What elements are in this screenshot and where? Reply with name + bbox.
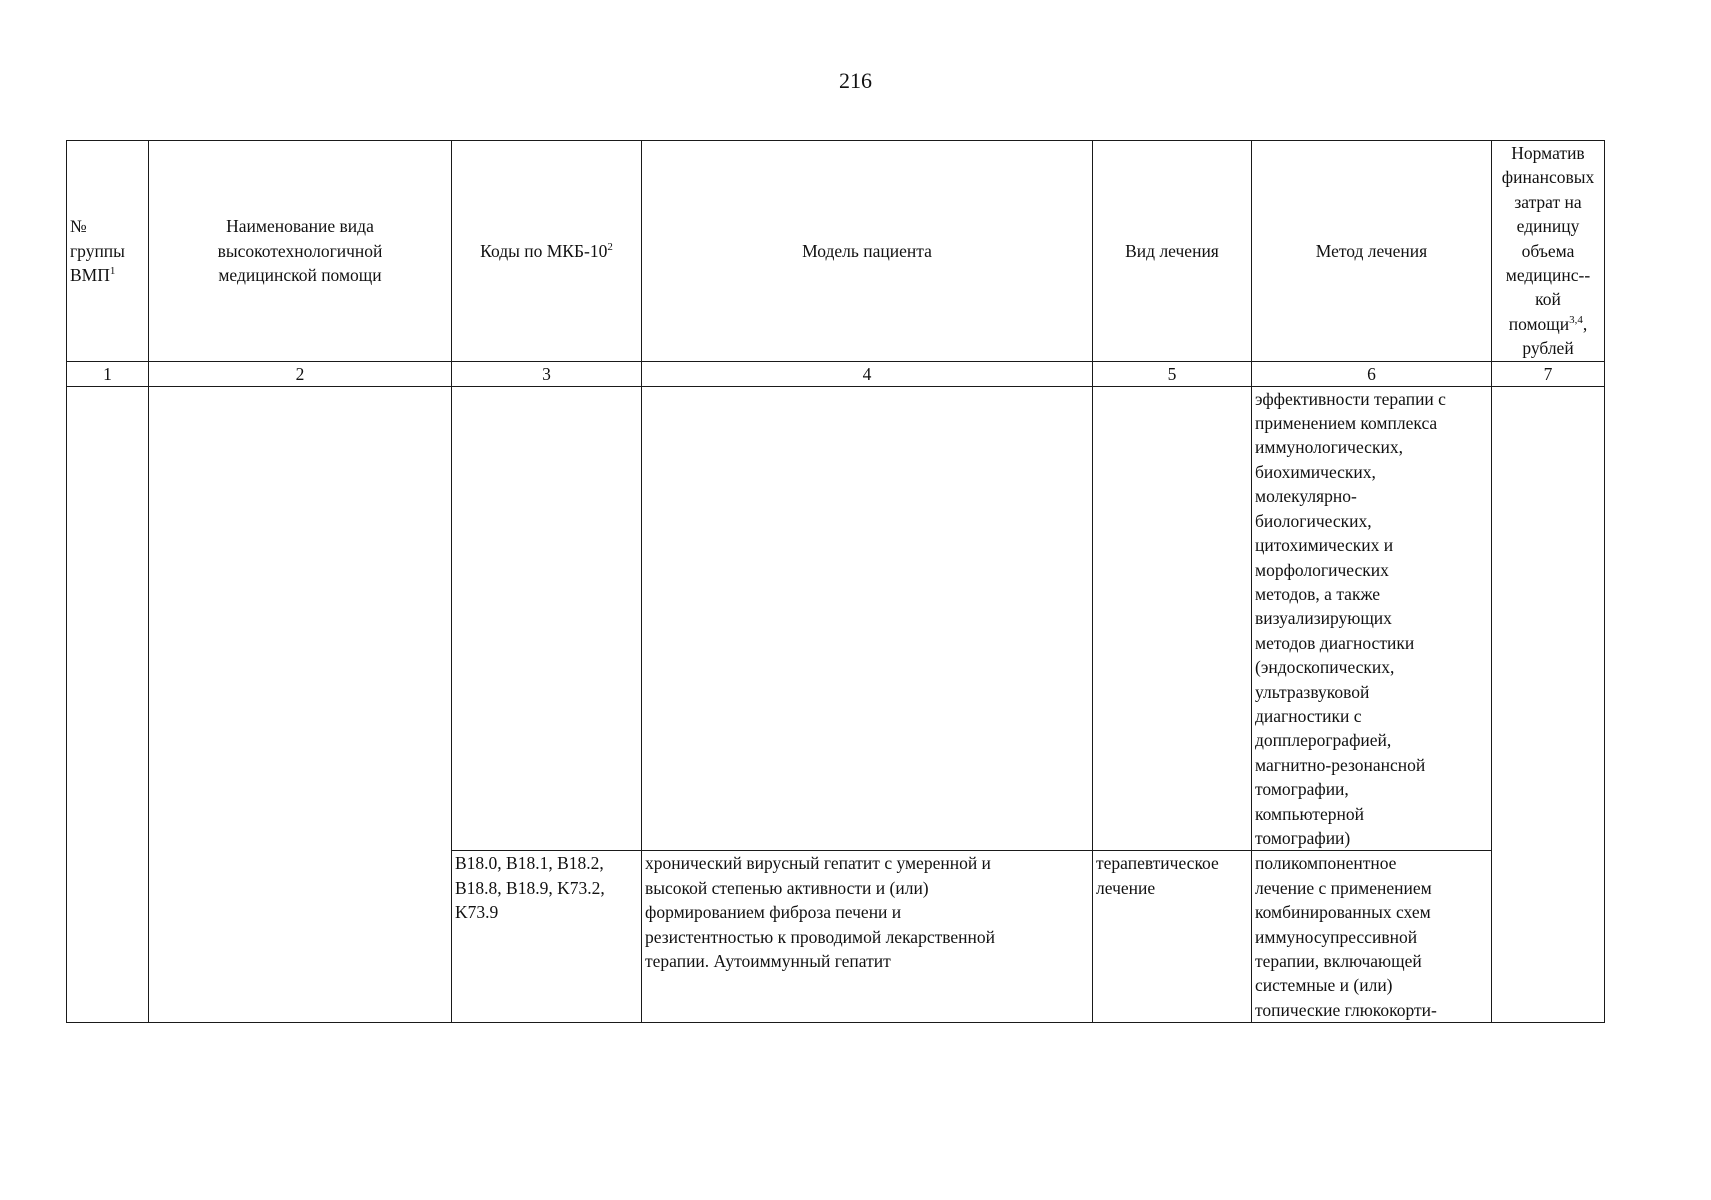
header-icd-codes: Коды по МКБ-$10^2$ <box>452 141 642 362</box>
group-number-cell <box>67 386 149 1023</box>
column-number: 1 <box>67 361 149 386</box>
column-number: 3 <box>452 361 642 386</box>
column-number: 5 <box>1093 361 1252 386</box>
header-care-type-name: Наименование вида высокотехнологичной медицинской помощи <box>149 141 452 362</box>
header-cost-norm: Норматив финансовых затрат на единицу объема медицинс-- кой помощи$^{3,4}$, рублей <box>1492 141 1605 362</box>
table-row <box>67 386 1605 851</box>
column-number-row <box>67 361 1605 386</box>
icd-codes-cell: B18.0, B18.1, B18.2, B18.8, B18.9, K73.2, K73.9 <box>452 851 642 1023</box>
header-treatment-type: Вид лечения <box>1093 141 1252 362</box>
patient-model-cell <box>642 386 1093 851</box>
column-number: 4 <box>642 361 1093 386</box>
column-number: 7 <box>1492 361 1605 386</box>
column-number: 6 <box>1252 361 1492 386</box>
cost-norm-cell <box>1492 386 1605 1023</box>
treatment-type-cell <box>1093 386 1252 851</box>
care-type-name-cell <box>149 386 452 1023</box>
patient-model-cell: хронический вирусный гепатит с умеренной и высокой степенью активности и (или) формированием фиброза печени и резистентностью к проводимой лекарственной терапии. Аутоиммунный гепатит <box>642 851 1093 1023</box>
vmp-table <box>66 140 1605 1023</box>
page-number: 216 <box>839 68 872 93</box>
treatment-method-cell: поликомпонентное лечение с применением комбинированных схем иммуносупрессивной терапии, включающей системные и (или) топические глюкокорти- <box>1252 851 1492 1023</box>
treatment-type-cell: терапевтическое лечение <box>1093 851 1252 1023</box>
header-treatment-method: Метод лечения <box>1252 141 1492 362</box>
column-number: 2 <box>149 361 452 386</box>
icd-codes-cell <box>452 386 642 851</box>
header-group-number: № группы ВМП$^1$ <box>67 141 149 362</box>
treatment-method-cell: эффективности терапии с применением комплекса иммунологических, биохимических, молекулярно- биологических, цитохимических и морфологических методов, а также визуализирующих методов диагностики (эндоскопических, ультразвуковой диагностики с допплерографией, магнитно-резонансной томографии, компьютерной томографии) <box>1252 386 1492 851</box>
header-patient-model: Модель пациента <box>642 141 1093 362</box>
table-header-row <box>67 141 1605 362</box>
